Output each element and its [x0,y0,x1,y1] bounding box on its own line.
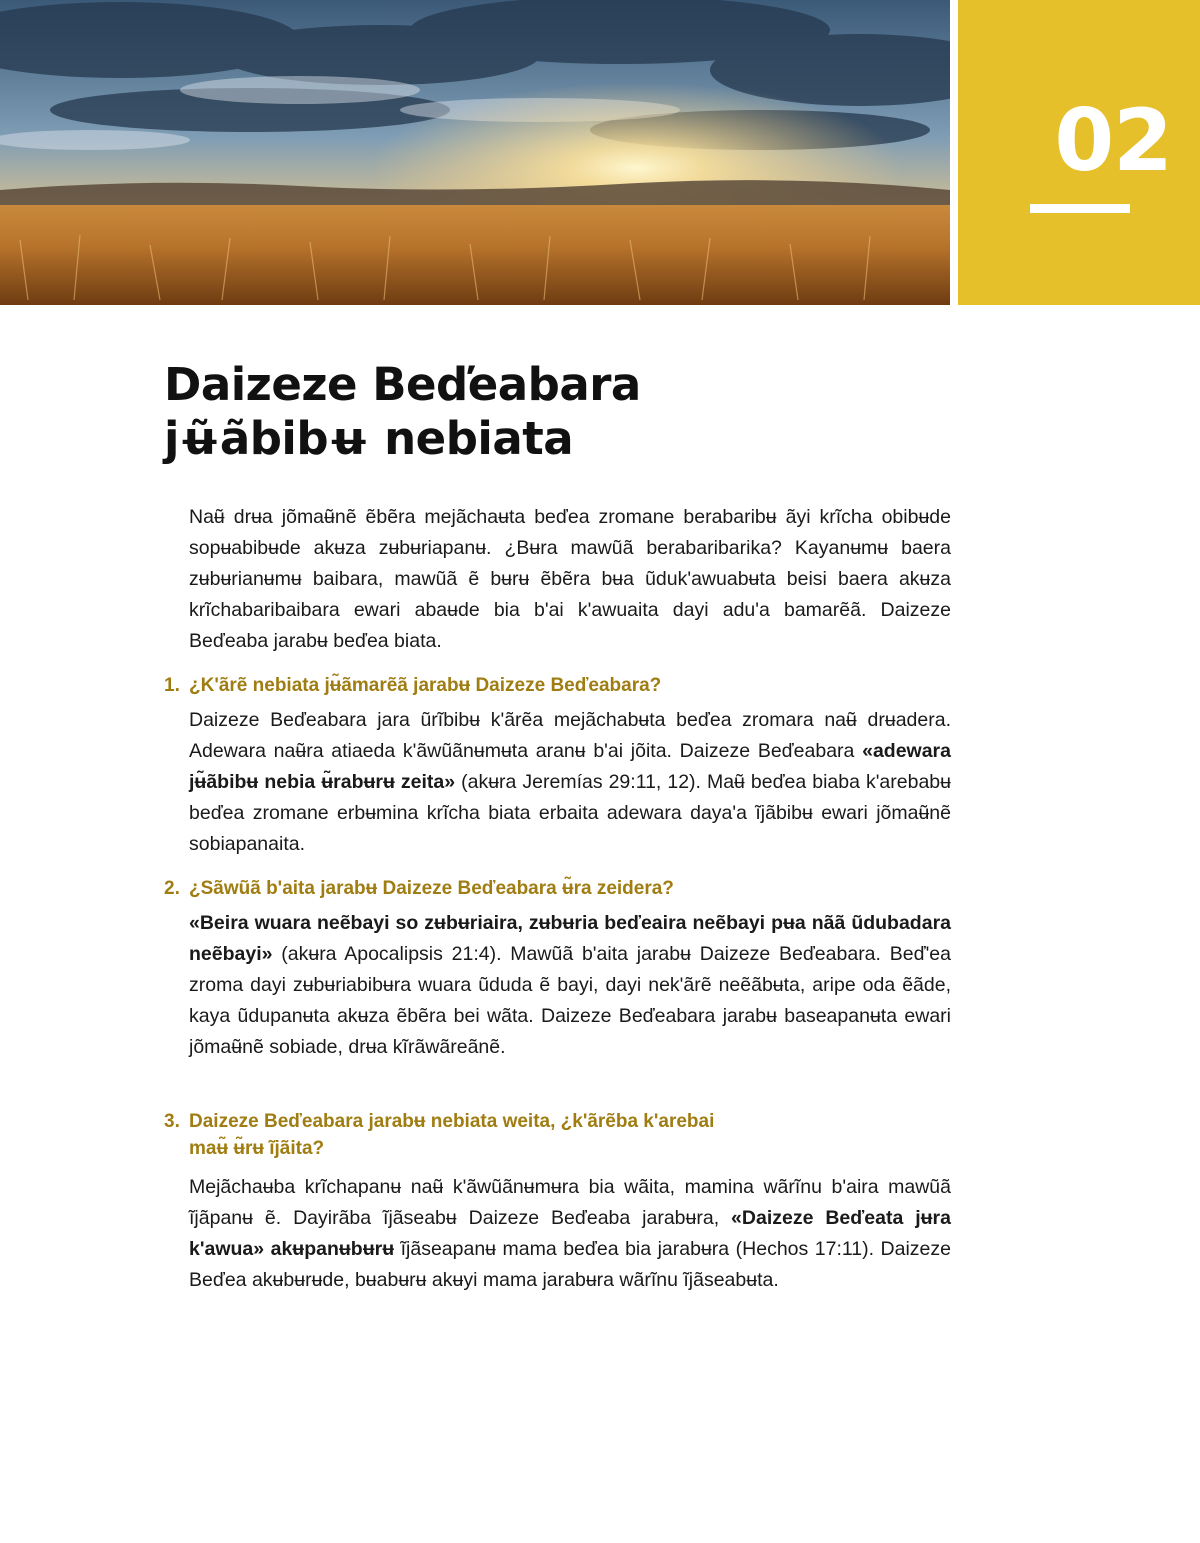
answer-2-text-a: (akʉra Apocalipsis 21:4). Mawũã b'aita jarabʉ Daizeze Beďeabara. Beď'ea zroma dayi zʉbʉriabibʉra wuara ũduda ẽ bayi, dayi nek'ãrẽ neẽãbʉta, aripe oda ẽãde, kaya ũdupanʉta akʉza ẽbẽra bei wãta. Daizeze Beďeabara jarabʉ baseapanʉta ewari jõmaʉ̃nẽ sobiade, drʉa kĩrãwãreãnẽ. [189,943,951,1058]
intro-paragraph: Naʉ̃ drʉa jõmaʉ̃nẽ ẽbẽra mejãchaʉta beďea zromane berabaribʉ ãyi krĩcha obibʉde sopʉabibʉde akʉza zʉbʉriapanʉ. ¿Bʉra mawũã berabaribarika? Kayanʉmʉ baera zʉbʉrianʉmʉ baibara, mawũã ẽ bʉrʉ ẽbẽra bʉa ũduk'awuabʉta beisi baera akʉza krĩchabaribaibara ewari abaʉde bia b'ai k'awuaita dayi adu'a bamarẽã. Daizeze Beďeaba jarabʉ beďea biata. [189,506,951,652]
question-3-continuation: maʉ̃ ʉ̃rʉ ĩjãita? [189,1138,325,1159]
answer-1-text-a: Daizeze Beďeabara jara ũrĩbibʉ k'ãrẽa mejãchabʉta beďea zromara naʉ̃ drʉadera. Adewara naʉ̃ra atiaeda k'ãwũãnʉmʉta aranʉ b'ai jõita. Daizeze Beďeabara [189,709,951,762]
title-line-1: Daizeze Beďeabara [164,358,641,411]
answer-1-quote: «adewara jʉ̃ãbibʉ nebia ʉ̃rabʉrʉ zeita» [189,740,951,793]
answer-3-quote: «Daizeze Beďeata jʉra k'awua» akʉpanʉbʉrʉ [189,1207,951,1260]
answer-2-paragraph [189,908,951,1063]
header-photo [0,0,950,305]
answer-1-text-b: (akʉra Jeremías 29:11, 12). Maʉ̃ beďea biaba k'arebabʉ beďea zromane erbʉmina krĩcha biata erbaita adewara daya'a ĩjãbibʉ ewari jõmaʉ̃nẽ sobiapanaita. [189,771,951,855]
title-line-2: jʉ̃ãbibʉ nebiata [164,412,574,465]
answer-3-text-a: Mejãchaʉba krĩchapanʉ naʉ̃ k'ãwũãnʉmʉra bia wãita, mamina wãrĩnu b'aira mawũã ĩjãpanʉ ẽ. Dayirãba ĩjãseabʉ Daizeze Beďeaba jarabʉra, [189,1176,951,1229]
page-title [164,358,964,466]
answer-1-section [189,705,951,860]
lesson-number-block [958,0,1200,305]
answer-1-paragraph [189,705,951,860]
question-1-text: ¿K'ãrẽ nebiata jʉ̃ãmarẽã jarabʉ Daizeze Beďeabara? [189,675,662,696]
answer-2-section [189,908,951,1063]
question-3-heading [164,1108,964,1162]
intro-section [189,502,951,657]
answer-3-text-b: ĩjãseapanʉ mama beďea bia jarabʉra (Hechos 17:11). Daizeze Beďea akʉbʉrʉde, bʉabʉrʉ akʉyi mama jarabʉra wãrĩnu ĩjãseabʉta. [189,1238,951,1291]
wheat-field-sunset-image [0,0,950,305]
answer-3-paragraph [189,1172,951,1296]
question-3-number: 3. [164,1111,180,1132]
question-1-number: 1. [164,675,180,696]
question-2-heading [164,875,964,902]
question-1-heading [164,672,964,699]
answer-2-quote: «Beira wuara neẽbayi so zʉbʉriaira, zʉbʉria beďeaira neẽbayi pʉa nãã ũdubadara neẽbayi» [189,912,951,965]
question-2-number: 2. [164,878,180,899]
question-3-text: Daizeze Beďeabara jarabʉ nebiata weita, ¿k'ãrẽba k'arebai [189,1111,715,1132]
lesson-number: 02 [1054,91,1172,191]
question-2-text: ¿Sãwũã b'aita jarabʉ Daizeze Beďeabara ʉ̃ra zeidera? [189,878,674,899]
answer-3-section [189,1172,951,1296]
lesson-number-underline [1030,204,1130,213]
